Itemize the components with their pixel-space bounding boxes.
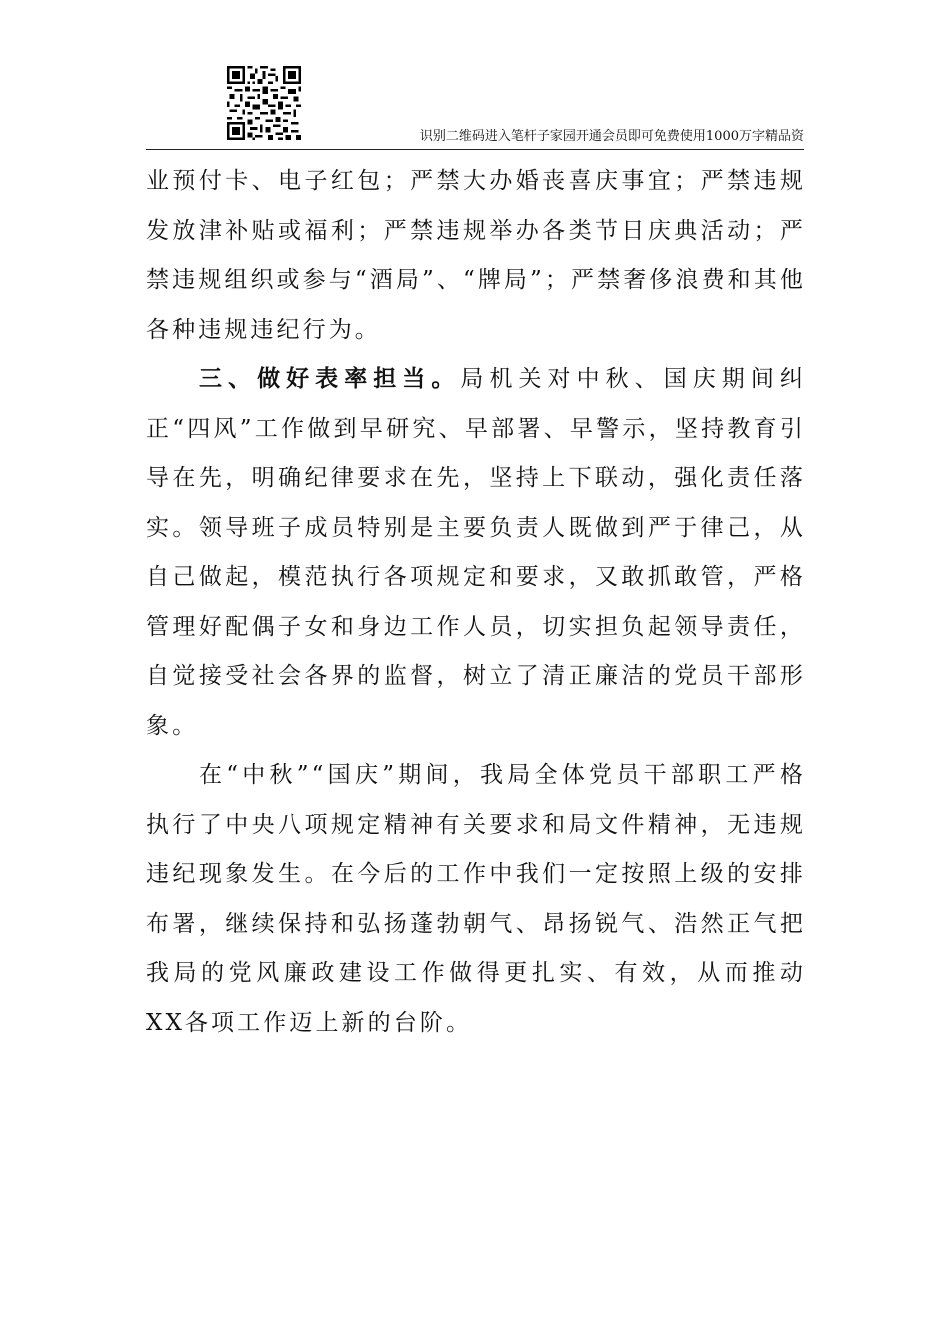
paragraph-1: 业预付卡、电子红包；严禁大办婚丧喜庆事宜；严禁违规发放津补贴或福利；严禁违规举办各类节日庆典活动；严禁违规组织或参与“酒局”、“牌局”；严禁奢侈浪费和其他各种违规违纪行为。: [146, 168, 806, 343]
page-header: [146, 66, 804, 152]
paragraph-2-text: 局机关对中秋、国庆期间纠正“四风”工作做到早研究、早部署、早警示，坚持教育引导在先，明确纪律要求在先，坚持上下联动，强化责任落实。领导班子成员特别是主要负责人既做到严于律己，从自己做起，模范执行各项规定和要求，又敢抓敢管，严格管理好配偶子女和身边工作人员，切实担负起领导责任，自觉接受社会各界的监督，树立了清正廉洁的党员干部形象。: [146, 366, 806, 739]
document-body: [146, 157, 806, 1048]
section-heading: 三、做好表率担当。: [199, 366, 461, 392]
paragraph-3: 在“中秋”“国庆”期间，我局全体党员干部职工严格执行了中央八项规定精神有关要求和局文件精神，无违规违纪现象发生。在今后的工作中我们一定按照上级的安排布署，继续保持和弘扬蓬勃朝气、昂扬锐气、浩然正气把我局的党风廉政建设工作做得更扎实、有效，从而推动XX各项工作迈上新的台阶。: [146, 762, 806, 1036]
promo-note: 识别二维码进入笔杆子家园开通会员即可免费使用1000万字精品资: [419, 129, 804, 144]
header-rule: [146, 149, 804, 150]
paragraph-2: [146, 355, 806, 751]
qr-code-icon[interactable]: [227, 66, 301, 140]
